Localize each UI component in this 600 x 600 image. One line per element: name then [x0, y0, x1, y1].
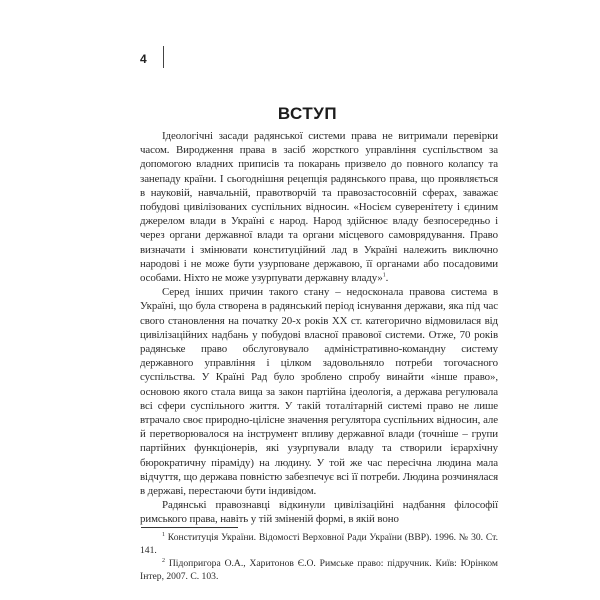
paragraph-text: Ідеологічні засади радянської системи права не витримали перевірки часом. Виродження права в засіб жорсткого управління суспільством за допомогою владних приписів та покарань призвело до повного колапсу та занепаду країни. І сьогоднішня рецепція радянського права, що проявляється в науковій, навчальній, правотворчій та правозастосовній сферах, заважає побудові цивілізованих суспільних відносин. «Носієм суверенітету і єдиним джерелом влади в Україні є народ. Народ здійснює владу безпосередньо і через органи державної влади та органи місцевого самоврядування. Право визначати і змінювати конституційний лад в Україні належить виключно народові і не може бути узурповане державою, її органами або посадовими особами. Ніхто не може узурпувати державну владу»: [140, 130, 498, 285]
footnote-marker: 1: [162, 531, 165, 538]
footnote: [140, 557, 498, 583]
paragraph: Радянські правознавці відкинули цивілізаційні надбання філософії римського права, навіть у тій зміненій формі, в якій воно: [140, 499, 498, 526]
footnote-ref: 1: [382, 272, 386, 279]
paragraph: Серед інших причин такого стану – недосконала правова система в Україні, що була створена в радянський період існування держави, яка під час свого становлення на початку 20-х років XX ст. категорично відмовилася від цивілізаційних надбань у побудові власної правової системи. Отже, 70 років радянське право обслуговувало адміністративно-командну систему державного управління і цілком задовольняло потреби тогочасного суспільства. У Країні Рад було зроблено спробу винайти «інше право», основою якого стала вища за закон партійна ідеологія, а держава регулювала всі сфери суспільного життя. У такій тоталітарній системі право не лише втрачало своє природно-цілісне значення регулятора суспільних відносин, але й перетворювалося на інструмент впливу державної влади (точніше – групи партійних функціонерів, які узурпували владу та створили ієрархічну бюрократичну піраміду) на людину. У той же час пересічна людина мала відчуття, що держава повністю забезпечує всі її потреби. Людина розчинялася в державі, перестаючи бути індивідом.: [140, 286, 498, 498]
body-text: [140, 129, 498, 527]
footnote-text: Підопригора О.А., Харитонов Є.О. Римське право: підручник. Київ: Юрінком Інтер, 2007. С. 103.: [140, 558, 498, 582]
footnote: [140, 531, 498, 557]
footnotes: [140, 531, 498, 583]
footnote-divider: [141, 527, 238, 528]
page-number-rule: [163, 46, 164, 68]
section-heading: ВСТУП: [277, 104, 338, 123]
page-number: 4: [140, 52, 147, 66]
footnote-text: Конституція України. Відомості Верховної Ради України (ВВР). 1996. № 30. Ст. 141.: [140, 532, 498, 556]
footnote-marker: 2: [162, 557, 165, 564]
paragraph: Ідеологічні засади радянської системи права не витримали перевірки часом. Виродження права в засіб жорсткого управління суспільством за допомогою владних приписів та покарань призвело до повного колапсу та занепаду країни. І сьогоднішня рецепція радянського права, що проявляється в науковій, навчальній, правотворчій та правозастосовній сферах, заважає побудові цивілізованих суспільних відносин. «Носієм суверенітету і єдиним джерелом влади в Україні є народ. Народ здійснює владу безпосередньо і через органи державної влади та органи місцевого самоврядування. Право визначати і змінювати конституційний лад в Україні належить виключно народові і не може бути узурповане державою, її органами або посадовими особами. Ніхто не може узурпувати державну владу»$^1$.: [140, 130, 498, 285]
